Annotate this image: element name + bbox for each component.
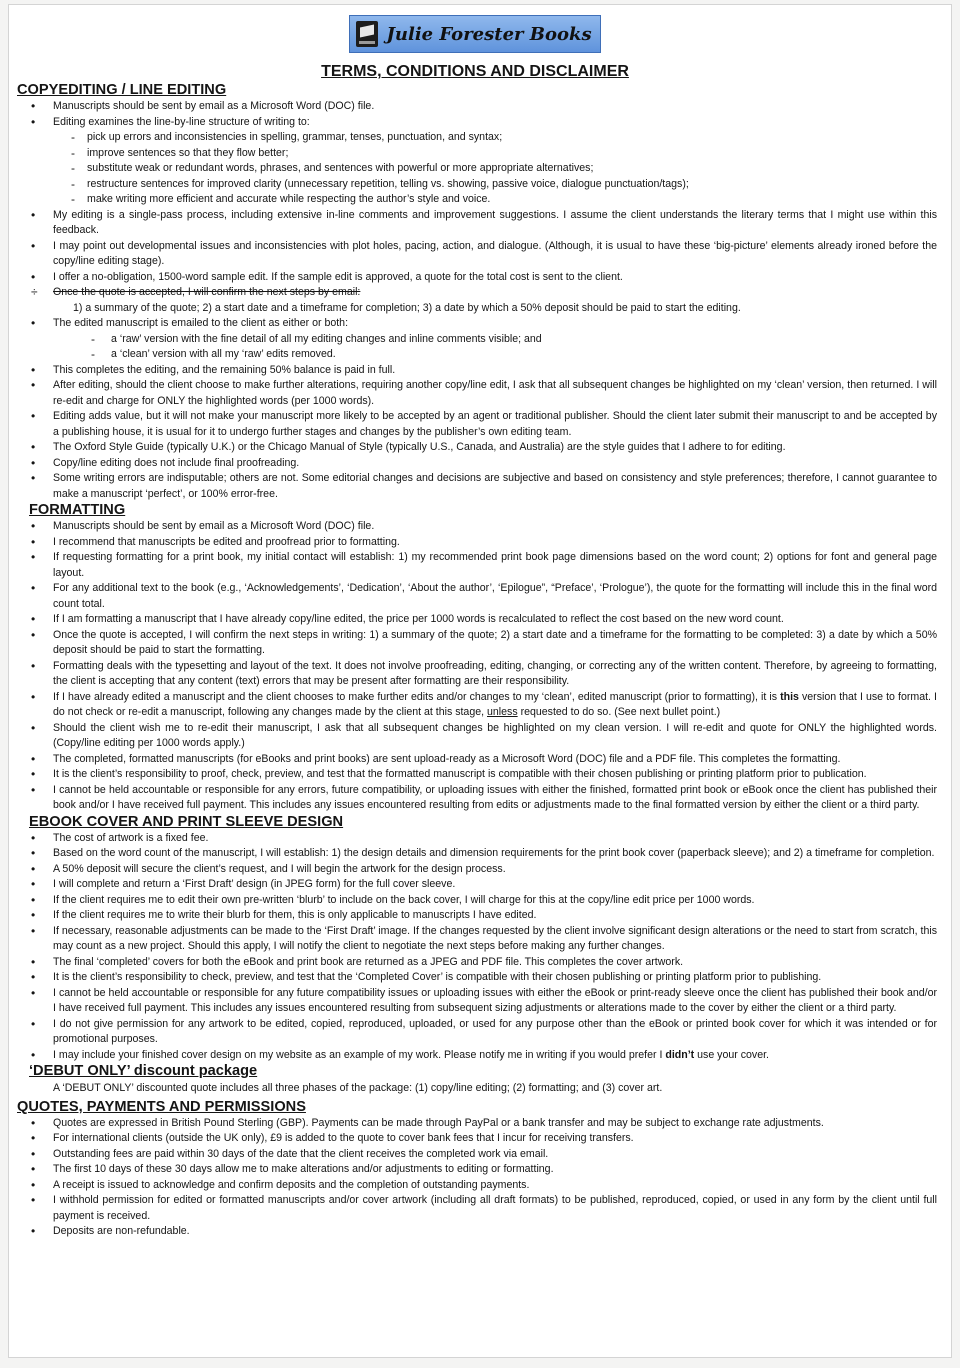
- list-item: • A 50% deposit will secure the client’s request, and I will begin the artwork for the design process.: [13, 862, 937, 878]
- bold-text: didn’t: [665, 1048, 695, 1061]
- list-item: • Formatting deals with the typesetting and layout of the text. It does not involve proofreading, editing, changing, or correcting any of the written content. Therefore, by agreeing to formatting, the client is accepting that any content (text) errors that may be present after formatting are their responsibility.: [13, 659, 937, 690]
- sub-list-item: - a ‘clean’ version with all my ‘raw’ edits removed.: [13, 347, 937, 363]
- logo: [349, 15, 600, 53]
- list-item: • I recommend that manuscripts be edited and proofread prior to formatting.: [13, 535, 937, 551]
- section-heading-cover-design: EBOOK COVER AND PRINT SLEEVE DESIGN: [29, 813, 344, 830]
- sub-list-item: - improve sentences so that they flow better;: [13, 146, 937, 162]
- section-heading-formatting: FORMATTING: [29, 502, 126, 518]
- list-item: • The edited manuscript is emailed to the client as either or both:: [13, 316, 937, 332]
- document-page: [8, 4, 952, 1358]
- list-item: • The cost of artwork is a fixed fee.: [13, 831, 937, 847]
- text-run: use your cover.: [694, 1048, 769, 1061]
- list-item: • It is the client’s responsibility to proof, check, preview, and test that the formatted manuscript is compatible with their chosen publishing or printing platform prior to publication.: [13, 767, 937, 783]
- text-run: I may include your finished cover design on my website as an example of my work. Please notify me in writing if you would prefer I: [53, 1048, 666, 1061]
- list-item: • This completes the editing, and the remaining 50% balance is paid in full.: [13, 363, 937, 379]
- list-item: [13, 1048, 937, 1064]
- cover-list: [13, 831, 937, 1064]
- list-item: • Editing examines the line-by-line structure of writing to:: [13, 115, 937, 131]
- sub-list-item: - substitute weak or redundant words, phrases, and sentences with powerful or more appropriate alternatives;: [13, 161, 937, 177]
- text-run: requested to do so. (See next bullet point.): [517, 706, 721, 718]
- list-item: • For international clients (outside the UK only), £9 is added to the quote to cover bank fees that I incur for receiving transfers.: [13, 1131, 937, 1147]
- list-item: • The completed, formatted manuscripts (for eBooks and print books) are sent upload-ready as a Microsoft Word (DOC) file and a PDF file. This completes the formatting.: [13, 752, 937, 768]
- text-run: version that I use to format. I do not check or re-edit a manuscript, following any changes made by the client at this stage,: [53, 690, 937, 718]
- list-item: • If requesting formatting for a print book, my initial contact will establish: 1) my recommended print book page dimensions based on the word count; 2) options for font and general page layout.: [13, 550, 937, 581]
- bold-text: this: [780, 690, 799, 703]
- section-heading-quotes: QUOTES, PAYMENTS AND PERMISSIONS: [17, 1098, 306, 1115]
- section-heading-copyediting: COPYEDITING / LINE EDITING: [17, 82, 227, 98]
- formatting-list: [13, 519, 937, 814]
- text-run: If I have already edited a manuscript and the client chooses to make further edits and/or changes to my ‘clean’, edited manuscript (prior to formatting), it is: [53, 690, 781, 703]
- page-title: TERMS, CONDITIONS AND DISCLAIMER: [321, 63, 629, 80]
- section-heading-debut: ‘DEBUT ONLY’ discount package: [29, 1063, 258, 1079]
- sub-list-item: - make writing more efficient and accurate while respecting the author’s style and voice.: [13, 192, 937, 208]
- list-item: • Should the client wish me to re-edit their manuscript, I ask that all subsequent changes be highlighted on my clean version. I will re-edit and quote for ONLY the highlighted words. (Copy/line editing per 1000 words apply.): [13, 721, 937, 752]
- list-item: • I cannot be held accountable or responsible for any errors, future compatibility, or uploading issues with either the finished, formatted print book or eBook once the client has published their book and/or I have received full payment. This includes any issues encountered resulting from edits or adjustments made to the final formatted version by either the client or a third party.: [13, 783, 937, 814]
- sub-list-item: - a ‘raw’ version with the fine detail of all my editing changes and inline comments visible; and: [13, 332, 937, 348]
- copyediting-list: [13, 99, 937, 502]
- list-item: • The first 10 days of these 30 days allow me to make alterations and/or adjustments to editing or formatting.: [13, 1162, 937, 1178]
- logo-area: [13, 15, 937, 55]
- struck-list-item: ÷ Once the quote is accepted, I will confirm the next steps by email:: [13, 285, 937, 301]
- list-item: • I withhold permission for edited or formatted manuscripts and/or cover artwork (including all draft formats) to be published, reproduced, copied, or used in any form by the client until full payment is received.: [13, 1193, 937, 1224]
- list-item: • I will complete and return a ‘First Draft’ design (in JPEG form) for the full cover sleeve.: [13, 877, 937, 893]
- list-item: • Outstanding fees are paid within 30 days of the date that the client receives the completed work via email.: [13, 1147, 937, 1163]
- underlined-text: unless: [487, 706, 518, 718]
- sub-list-item: - restructure sentences for improved clarity (unnecessary repetition, telling vs. showing, passive voice, dialogue punctuation/tags);: [13, 177, 937, 193]
- list-item: • Editing adds value, but it will not make your manuscript more likely to be accepted by an agent or traditional publisher. Should the client later submit their manuscript to and be accepted by a publishing house, it is usual for it to undergo further stages and changes by the publisher’s own editing team.: [13, 409, 937, 440]
- list-item: • Once the quote is accepted, I will confirm the next steps in writing: 1) a summary of the quote; 2) a start date and a timeframe for the formatting to be completed: 3) a date by which a 50% deposit should be paid to start the formatting.: [13, 628, 937, 659]
- list-item: • I do not give permission for any artwork to be edited, copied, reproduced, uploaded, or used for any purpose other than the eBook or printed book cover for which it was intended or for promotional purposes.: [13, 1017, 937, 1048]
- list-item: • Deposits are non-refundable.: [13, 1224, 937, 1240]
- list-item: • Copy/line editing does not include final proofreading.: [13, 456, 937, 472]
- list-item-detail: 1) a summary of the quote; 2) a start date and a timeframe for completion; 3) a date by which a 50% deposit should be paid to start the editing.: [73, 301, 741, 314]
- list-item: • Based on the word count of the manuscript, I will establish: 1) the design details and dimension requirements for the print book cover (paperback sleeve); and 2) a timeframe for completion.: [13, 846, 937, 862]
- list-item: • Some writing errors are indisputable; others are not. Some editorial changes and decisions are subjective and based on consistency and style preferences; therefore, I cannot guarantee to make a manuscript ‘perfect’, or 100% error-free.: [13, 471, 937, 502]
- list-item: • After editing, should the client choose to make further alterations, requiring another copy/line edit, I ask that all subsequent changes be highlighted on my ‘clean’ version, then returned. I will re-edit and charge for ONLY the highlighted words (per 1000 words).: [13, 378, 937, 409]
- list-item: • If necessary, reasonable adjustments can be made to the ‘First Draft’ image. If the changes requested by the client involve significant design alterations or the need to start from scratch, this may count as a new project. Should this apply, I will notify the client to negotiate the next steps before making any further changes.: [13, 924, 937, 955]
- list-item: • I offer a no-obligation, 1500-word sample edit. If the sample edit is approved, a quote for the total cost is sent to the client.: [13, 270, 937, 286]
- list-item: • If the client requires me to edit their own pre-written ‘blurb’ to include on the back cover, I will charge for this at the copy/line edit price per 1000 words.: [13, 893, 937, 909]
- sub-list-item: - pick up errors and inconsistencies in spelling, grammar, tenses, punctuation, and syntax;: [13, 130, 937, 146]
- list-item: • If the client requires me to write their blurb for them, this is only applicable to manuscripts I have edited.: [13, 908, 937, 924]
- list-item: • Quotes are expressed in British Pound Sterling (GBP). Payments can be made through PayPal or a bank transfer and may be subject to exchange rate adjustments.: [13, 1116, 937, 1132]
- list-item: • A receipt is issued to acknowledge and confirm deposits and the completion of outstanding payments.: [13, 1178, 937, 1194]
- logo-text: Julie Forester Books: [386, 23, 592, 45]
- list-item: • I may point out developmental issues and inconsistencies with plot holes, pacing, action, and dialogue. (Although, it is usual to have these ‘big-picture’ elements already ironed before the copy/line editing stage).: [13, 239, 937, 270]
- list-item: • If I am formatting a manuscript that I have already copy/line edited, the price per 1000 words is recalculated to reflect the cost based on the new word count.: [13, 612, 937, 628]
- debut-text: A ‘DEBUT ONLY’ discounted quote includes all three phases of the package: (1) copy/line editing; (2) formatting; and (3) cover art.: [53, 1082, 663, 1094]
- list-item: • Manuscripts should be sent by email as a Microsoft Word (DOC) file.: [13, 519, 937, 535]
- book-icon: [356, 21, 378, 47]
- list-item: • My editing is a single-pass process, including extensive in-line comments and improvement suggestions. I assume the client understands the literary terms that I might use within this feedback.: [13, 208, 937, 239]
- list-item: • For any additional text to the book (e.g., ‘Acknowledgements’, ‘Dedication’, ‘About the author’, ‘Epilogue”, “Preface’, ‘Prologue’), the quote for the formatting will include this in the final word count total.: [13, 581, 937, 612]
- list-item: • I cannot be held accountable or responsible for any future compatibility issues or uploading issues with either the eBook or print-ready sleeve once the client has published their book and/or I have received full payment. This includes any issues encountered resulting from subsequent sizing adjustments or alterations made to the cover by either the client or a third party.: [13, 986, 937, 1017]
- list-item: • Manuscripts should be sent by email as a Microsoft Word (DOC) file.: [13, 99, 937, 115]
- list-item: • It is the client’s responsibility to check, preview, and test that the ‘Completed Cover’ is compatible with their chosen publishing or printing platform prior to publishing.: [13, 970, 937, 986]
- list-item: • The final ‘completed’ covers for both the eBook and print book are returned as a JPEG and PDF file. This completes the cover artwork.: [13, 955, 937, 971]
- list-item: [13, 690, 937, 721]
- quotes-list: [13, 1116, 937, 1240]
- list-item: • The Oxford Style Guide (typically U.K.) or the Chicago Manual of Style (typically U.S., Canada, and Australia) are the style guides that I adhere to for editing.: [13, 440, 937, 456]
